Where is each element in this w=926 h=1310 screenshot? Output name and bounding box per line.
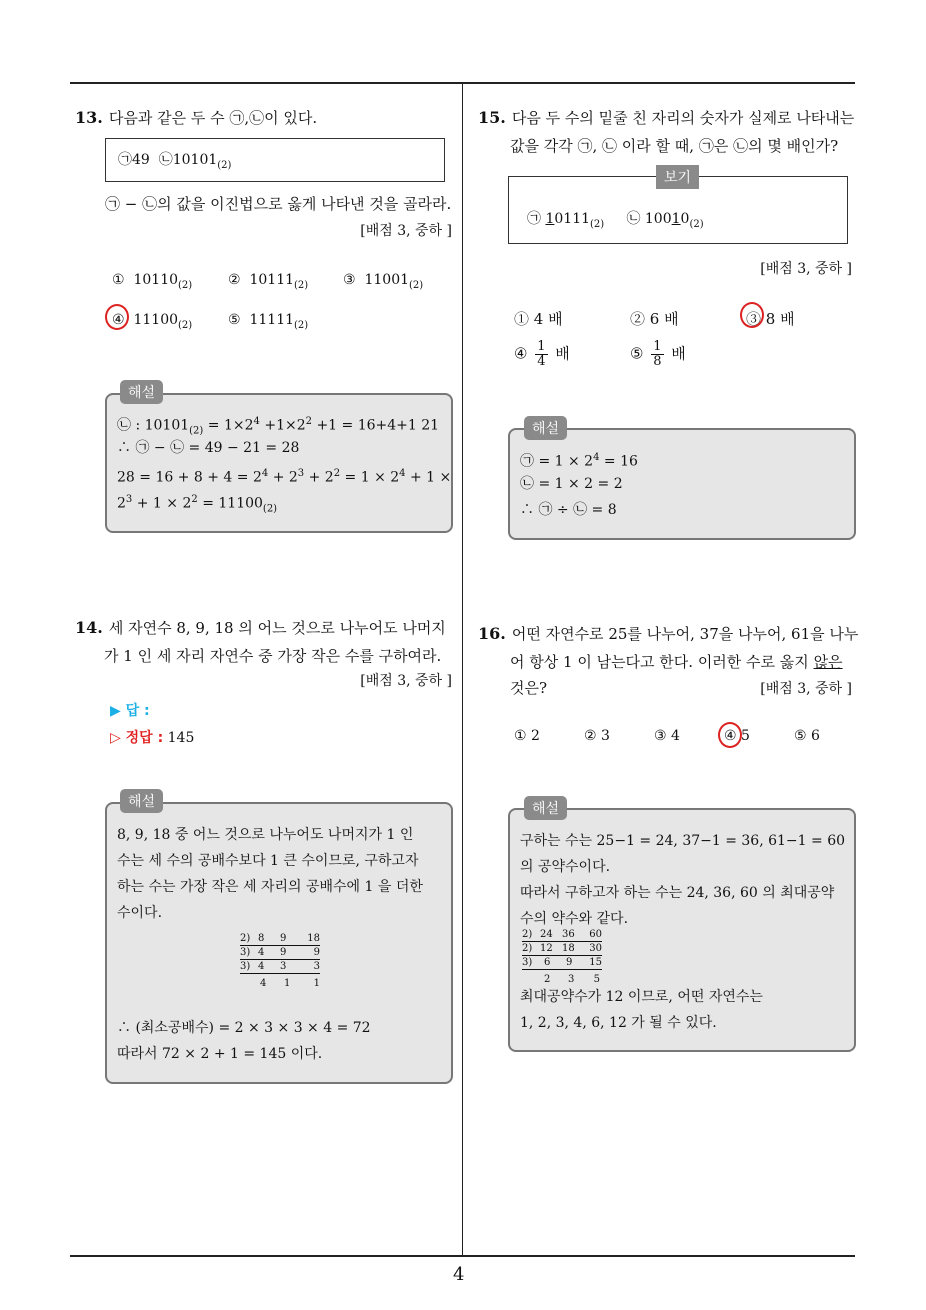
q16-solution-tag: 해설	[524, 796, 567, 820]
q16-text-line-2: 어 항상 1 이 남는다고 한다. 이러한 수로 옳지 않은	[510, 653, 843, 671]
q13-solution-line-3: $28 = 16 + 8 + 4 = 2^4 + 2^3 + 2^2 = 1 \times 2^4 + 1$ ×	[117, 468, 452, 486]
q16-solution-line-5: 최대공약수가 12 이므로, 어떤 자연수는	[520, 989, 763, 1005]
q14-number: 14.	[75, 618, 103, 637]
q15-option-4[interactable]: ④ $\frac{1}{4}$ 배	[514, 339, 570, 369]
q16-division-table	[522, 928, 602, 986]
q16-points: [배점 3, 중하 ]	[760, 681, 852, 697]
q16-solution-line-3: 따라서 구하고자 하는 수는 24, 36, 60 의 최대공약	[520, 885, 835, 901]
q15-points: [배점 3, 중하 ]	[760, 261, 852, 277]
q15-example-tag: 보기	[656, 165, 699, 189]
q14-solution-line-6: 따라서 72 × 2 + 1 = 145 이다.	[117, 1046, 323, 1062]
q13-prompt: ㉠ − ㉡의 값을 이진법으로 옳게 나타낸 것을 골라라.	[105, 195, 452, 213]
q14-correct-answer: ▷ 정답 : 145	[110, 730, 195, 746]
q16-solution-line-6: 1, 2, 3, 4, 6, 12 가 될 수 있다.	[520, 1015, 717, 1031]
q14-division-table	[240, 932, 320, 990]
q16-solution-line-2: 의 공약수이다.	[520, 859, 611, 875]
q13-given-values: ㉠49 $㉡10101_{(2)}$	[118, 152, 232, 171]
q13-option-2[interactable]: ② $10111_{(2)}$	[228, 272, 309, 291]
q14-question	[75, 614, 460, 642]
q13-solution-line-2: ∴ ㉠ − ㉡ = 49 − 21 = 28	[117, 440, 300, 456]
q16-option-4[interactable]: ④ 5	[724, 728, 750, 744]
q16-number: 16.	[478, 624, 506, 643]
q15-number: 15.	[478, 108, 506, 127]
q15-example-values: ㉠ $10111_{(2)}$ ㉡ $10010_{(2)}$	[527, 211, 704, 230]
q16-solution-line-4: 수의 약수와 같다.	[520, 911, 629, 927]
q14-text-line-1: 세 자연수 8, 9, 18 의 어느 것으로 나누어도 나머지	[108, 619, 446, 637]
q14-solution-line-3: 하는 수는 가장 작은 세 자리의 공배수에 1 을 더한	[117, 879, 423, 895]
q16-division-row-3: 3) 6 9 15	[522, 957, 602, 968]
q13-points: [배점 3, 중하 ]	[360, 223, 452, 239]
q14-division-row-3: 3) 4 3 3	[240, 961, 320, 972]
q14-solution-tag: 해설	[120, 789, 163, 813]
q13-given-box	[105, 138, 445, 182]
q16-text-line-1: 어떤 자연수로 25를 나누어, 37을 나누어, 61을 나누	[511, 625, 859, 643]
q16-answer-circle-mark	[718, 722, 742, 748]
q15-option-5[interactable]: ⑤ $\frac{1}{8}$ 배	[630, 339, 686, 369]
q15-answer-circle-mark	[740, 302, 764, 328]
q14-solution-line-1: 8, 9, 18 중 어느 것으로 나누어도 나머지가 1 인	[117, 827, 414, 843]
q15-text-line-1: 다음 두 수의 밑줄 친 자리의 숫자가 실제로 나타내는	[511, 109, 855, 127]
column-divider	[462, 84, 463, 1256]
q13-text: 다음과 같은 두 수 ㉠,㉡이 있다.	[108, 109, 318, 127]
q13-solution-line-1: ㉡ : $10101_{(2)} = 1\times 2^4 +1\times 2^2 +1 = 16+4+1$ 21	[117, 416, 440, 437]
q13-solution-line-4: $2^3 + 1 \times 2^2 = 11100_{(2)}$	[117, 494, 278, 515]
q16-division-row-2: 2) 12 18 30	[522, 943, 602, 954]
q13-number: 13.	[75, 108, 103, 127]
q15-solution-line-1: ㉠ = $1 \times 2^4 = 16$	[520, 452, 638, 470]
q14-solution-line-4: 수이다.	[117, 905, 163, 921]
q16-option-2[interactable]: ② 3	[584, 728, 610, 744]
bottom-rule	[70, 1255, 855, 1257]
q13-option-1[interactable]: ① $10110_{(2)}$	[112, 272, 193, 291]
q14-answer-label: ▶ 답 :	[110, 703, 150, 719]
q15-option-5-fraction: $\frac{1}{8}$	[653, 339, 662, 369]
q14-division-row-2: 3) 4 9 9	[240, 947, 320, 958]
q15-text-line-2: 값을 각각 ㉠, ㉡ 이라 할 때, ㉠은 ㉡의 몇 배인가?	[510, 137, 839, 155]
q16-division-row-4: 2 3 5	[544, 974, 600, 985]
q16-option-5[interactable]: ⑤ 6	[794, 728, 820, 744]
q16-question	[478, 620, 863, 648]
q16-option-1[interactable]: ① 2	[514, 728, 540, 744]
q16-division-row-1: 2) 24 36 60	[522, 929, 602, 940]
q13-option-3[interactable]: ③ $11001_{(2)}$	[343, 272, 424, 291]
q16-option-3[interactable]: ③ 4	[654, 728, 680, 744]
q15-solution-line-3: ∴ ㉠ ÷ ㉡ = 8	[520, 502, 617, 518]
q14-text-line-2: 가 1 인 세 자리 자연수 중 가장 작은 수를 구하여라.	[104, 647, 442, 665]
page-number: 4	[453, 1264, 465, 1285]
q15-option-4-fraction: $\frac{1}{4}$	[537, 339, 546, 369]
q13-option-5[interactable]: ⑤ $11111_{(2)}$	[228, 312, 309, 331]
q14-division-row-4: 4 1 1	[260, 978, 320, 989]
q16-text-line-3: 것은?	[510, 679, 548, 697]
q15-option-2[interactable]: ② 6 배	[630, 310, 679, 328]
q15-option-1[interactable]: ① 4 배	[514, 310, 563, 328]
q13-answer-circle-mark	[105, 304, 129, 330]
q13-question	[75, 104, 455, 132]
q15-option-3[interactable]: ③ 8 배	[746, 310, 795, 328]
q14-solution-line-2: 수는 세 수의 공배수보다 1 큰 수이므로, 구하고자	[117, 853, 419, 869]
q16-solution-line-1: 구하는 수는 25−1 = 24, 37−1 = 36, 61−1 = 60	[520, 833, 846, 849]
q14-division-row-1: 2) 8 9 18	[240, 933, 320, 944]
q13-solution-tag: 해설	[120, 380, 163, 404]
q15-solution-tag: 해설	[524, 416, 567, 440]
q15-solution-line-2: ㉡ = 1 × 2 = 2	[520, 476, 623, 492]
q14-points: [배점 3, 중하 ]	[360, 673, 452, 689]
q13-option-4[interactable]: ④ $11100_{(2)}$	[112, 312, 193, 331]
q15-question	[478, 104, 863, 132]
q14-solution-line-5: ∴ (최소공배수) = 2 × 3 × 3 × 4 = 72	[117, 1020, 371, 1036]
